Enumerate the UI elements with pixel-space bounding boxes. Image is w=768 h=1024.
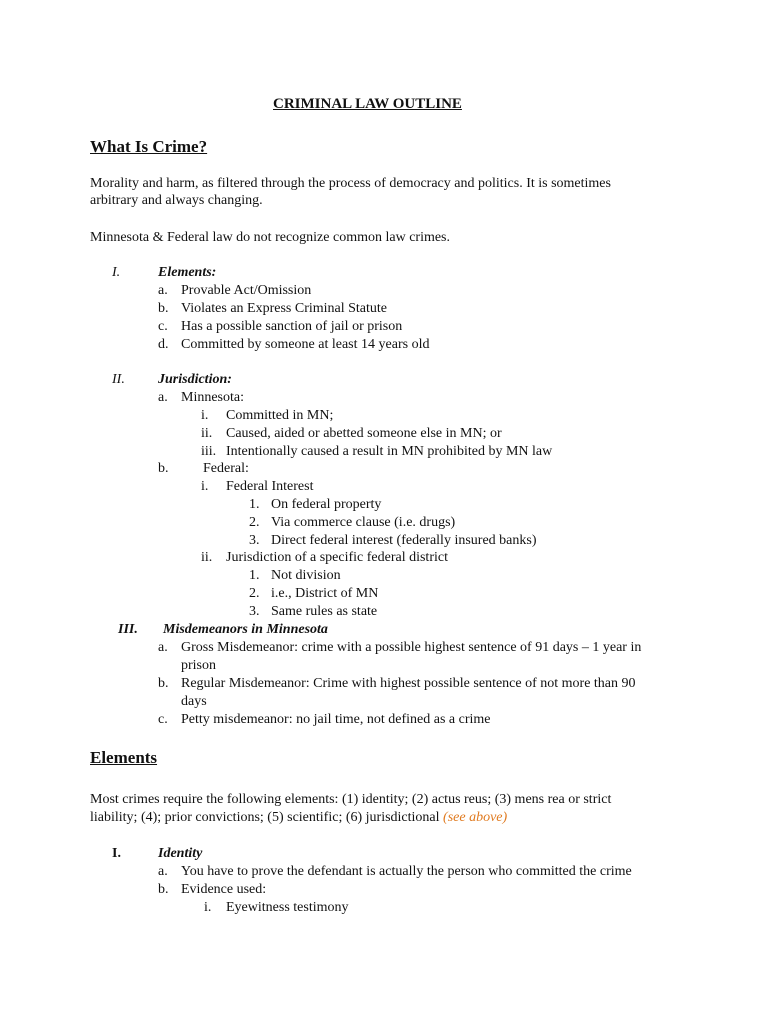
list-item: Federal: bbox=[203, 461, 249, 476]
list-item: Via commerce clause (i.e. drugs) bbox=[271, 515, 456, 530]
list-marker: b. bbox=[158, 301, 169, 316]
list-item-continuation: days bbox=[181, 694, 207, 709]
list-marker: i. bbox=[201, 479, 209, 494]
list-item: Minnesota: bbox=[181, 390, 244, 405]
list-marker: 1. bbox=[249, 497, 260, 512]
list-item: Federal Interest bbox=[226, 479, 314, 494]
list-item: Violates an Express Criminal Statute bbox=[181, 301, 388, 316]
list-marker: i. bbox=[201, 408, 209, 423]
list-marker: a. bbox=[158, 640, 168, 655]
list-item: Petty misdemeanor: no jail time, not defined as a crime bbox=[181, 712, 491, 727]
document-title: CRIMINAL LAW OUTLINE bbox=[273, 96, 462, 112]
list-marker: d. bbox=[158, 337, 169, 352]
list-marker: 3. bbox=[249, 604, 260, 619]
list-item: Has a possible sanction of jail or prison bbox=[181, 319, 403, 334]
list-item-continuation: prison bbox=[181, 658, 216, 673]
list-item: Not division bbox=[271, 568, 341, 583]
list-item: Provable Act/Omission bbox=[181, 283, 312, 298]
list-marker: i. bbox=[204, 900, 212, 915]
paragraph-line: Morality and harm, as filtered through the process of democracy and politics. It is sometimes bbox=[90, 176, 611, 191]
list-marker: a. bbox=[158, 864, 168, 879]
list-marker: 3. bbox=[249, 533, 260, 548]
list-marker: c. bbox=[158, 319, 168, 334]
list-item: Gross Misdemeanor: crime with a possible highest sentence of 91 days – 1 year in bbox=[181, 640, 642, 655]
section-heading-elements: Elements bbox=[90, 748, 158, 767]
list-item: Caused, aided or abetted someone else in MN; or bbox=[226, 426, 502, 441]
list-marker: 2. bbox=[249, 515, 260, 530]
outline-numeral: I. bbox=[112, 265, 121, 280]
paragraph-line: Most crimes require the following elements: (1) identity; (2) actus reus; (3) mens rea or strict bbox=[90, 792, 612, 807]
list-item: Jurisdiction of a specific federal district bbox=[226, 550, 448, 565]
paragraph: Minnesota & Federal law do not recognize common law crimes. bbox=[90, 230, 451, 245]
outline-numeral: III. bbox=[118, 622, 138, 637]
section-heading-what-is-crime: What Is Crime? bbox=[90, 137, 208, 156]
list-marker: 1. bbox=[249, 568, 260, 583]
outline-numeral: II. bbox=[112, 372, 125, 387]
paragraph-line bbox=[90, 809, 507, 826]
outline-heading: Jurisdiction: bbox=[158, 372, 232, 387]
list-marker: b. bbox=[158, 882, 169, 897]
list-item: Same rules as state bbox=[271, 604, 378, 619]
paragraph-text: liability; (4); prior convictions; (5) scientific; (6) jurisdictional bbox=[90, 810, 440, 825]
list-item: On federal property bbox=[271, 497, 382, 512]
list-item: Intentionally caused a result in MN prohibited by MN law bbox=[226, 444, 553, 459]
cross-reference: (see above) bbox=[443, 810, 508, 825]
list-marker: ii. bbox=[201, 550, 213, 565]
list-marker: 2. bbox=[249, 586, 260, 601]
list-marker: b. bbox=[158, 676, 169, 691]
outline-heading: Elements: bbox=[158, 265, 217, 280]
list-item: Committed in MN; bbox=[226, 408, 334, 423]
list-item: Direct federal interest (federally insured banks) bbox=[271, 533, 537, 548]
list-item: Committed by someone at least 14 years old bbox=[181, 337, 430, 352]
list-marker: a. bbox=[158, 283, 168, 298]
list-marker: b. bbox=[158, 461, 169, 476]
outline-numeral: I. bbox=[112, 846, 121, 861]
list-item: i.e., District of MN bbox=[271, 586, 379, 601]
list-item: Regular Misdemeanor: Crime with highest possible sentence of not more than 90 bbox=[181, 676, 636, 691]
outline-heading: Misdemeanors in Minnesota bbox=[163, 622, 328, 637]
list-marker: c. bbox=[158, 712, 168, 727]
paragraph-line: arbitrary and always changing. bbox=[90, 193, 263, 208]
list-item: You have to prove the defendant is actually the person who committed the crime bbox=[181, 864, 632, 879]
outline-heading: Identity bbox=[158, 846, 203, 861]
list-marker: iii. bbox=[201, 444, 217, 459]
list-item: Eyewitness testimony bbox=[226, 900, 349, 915]
list-marker: a. bbox=[158, 390, 168, 405]
list-marker: ii. bbox=[201, 426, 213, 441]
list-item: Evidence used: bbox=[181, 882, 267, 897]
